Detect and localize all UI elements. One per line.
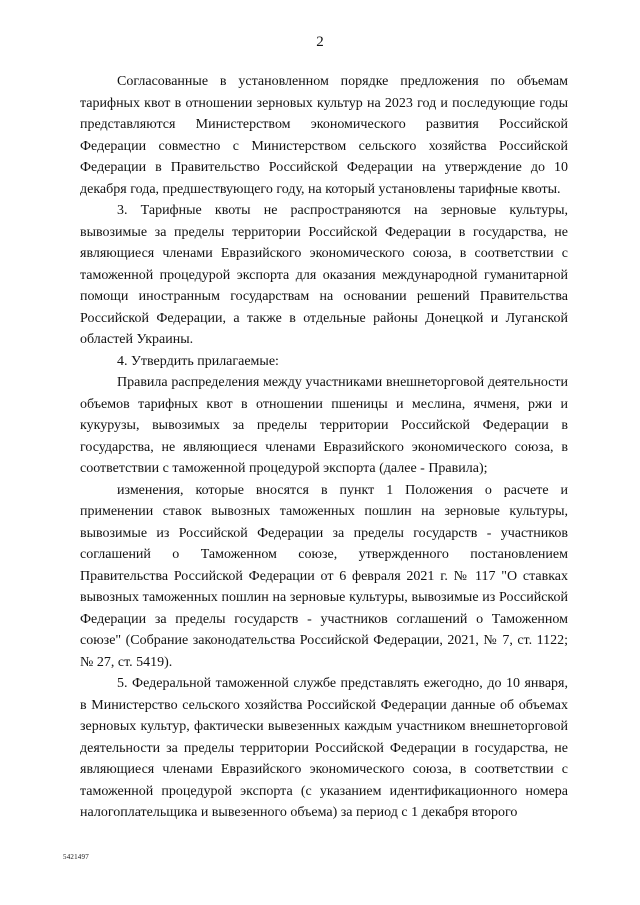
paragraph-item-4: 4. Утвердить прилагаемые: xyxy=(117,353,279,369)
paragraph-quota-proposals: Согласованные в установленном порядке предложения по объемам тарифных квот в отношении зерновых культур на 2023 год и последующие годы представляются Министерством экономического развития Российской Федерации совместно с Министерством сельского хозяйства Российской Федерации в Правительство Российской Федерации на утверждение до 10 декабря года, предшествующего году, на который установлены тарифные квоты. xyxy=(80,74,568,197)
paragraph-item-5: 5. Федеральной таможенной службе представлять ежегодно, до 10 января, в Министерство сельского хозяйства Российской Федерации данные об объемах зерновых культур, фактически вывезенных каждым участником внешнеторговой деятельности за пределы территории Российской Федерации в государства, не являющиеся членами Евразийского экономического союза, в соответствии с таможенной процедурой экспорта (с указанием идентификационного номера налогоплательщика и вывезенного объема) за период с 1 декабря второго xyxy=(80,676,568,820)
page-number: 2 xyxy=(316,34,324,50)
paragraph-amendments: изменения, которые вносятся в пункт 1 Положения о расчете и применении ставок вывозных таможенных пошлин на зерновые культуры, вывозимые из Российской Федерации за пределы государств - участников соглашений о Таможенном союзе, утвержденного постановлением Правительства Российской Федерации от 6 февраля 2021 г. № 117 "О ставках вывозных таможенных пошлин на зерновые культуры, вывозимые из Российской Федерации за пределы государств - участников соглашений о Таможенном союзе" (Собрание законодательства Российской Федерации, 2021, № 7, ст. 1122; № 27, ст. 5419). xyxy=(80,482,568,670)
paragraph-item-3: 3. Тарифные квоты не распространяются на зерновые культуры, вывозимые за пределы территории Российской Федерации в государства, не являющиеся членами Евразийского экономического союза, в соответствии с таможенной процедурой экспорта для оказания международной гуманитарной помощи иностранным государствам на основании решений Правительства Российской Федерации, а также в отдельные районы Донецкой и Луганской областей Украины. xyxy=(80,203,568,347)
document-id: 5421497 xyxy=(63,853,89,861)
paragraph-rules: Правила распределения между участниками внешнеторговой деятельности объемов тарифных квот в отношении пшеницы и меслина, ячменя, ржи и кукурузы, вывозимых за пределы территории Российской Федерации в государства, не являющиеся членами Евразийского экономического союза, в соответствии с таможенной процедурой экспорта (далее - Правила); xyxy=(80,375,568,476)
document-body xyxy=(80,71,568,824)
